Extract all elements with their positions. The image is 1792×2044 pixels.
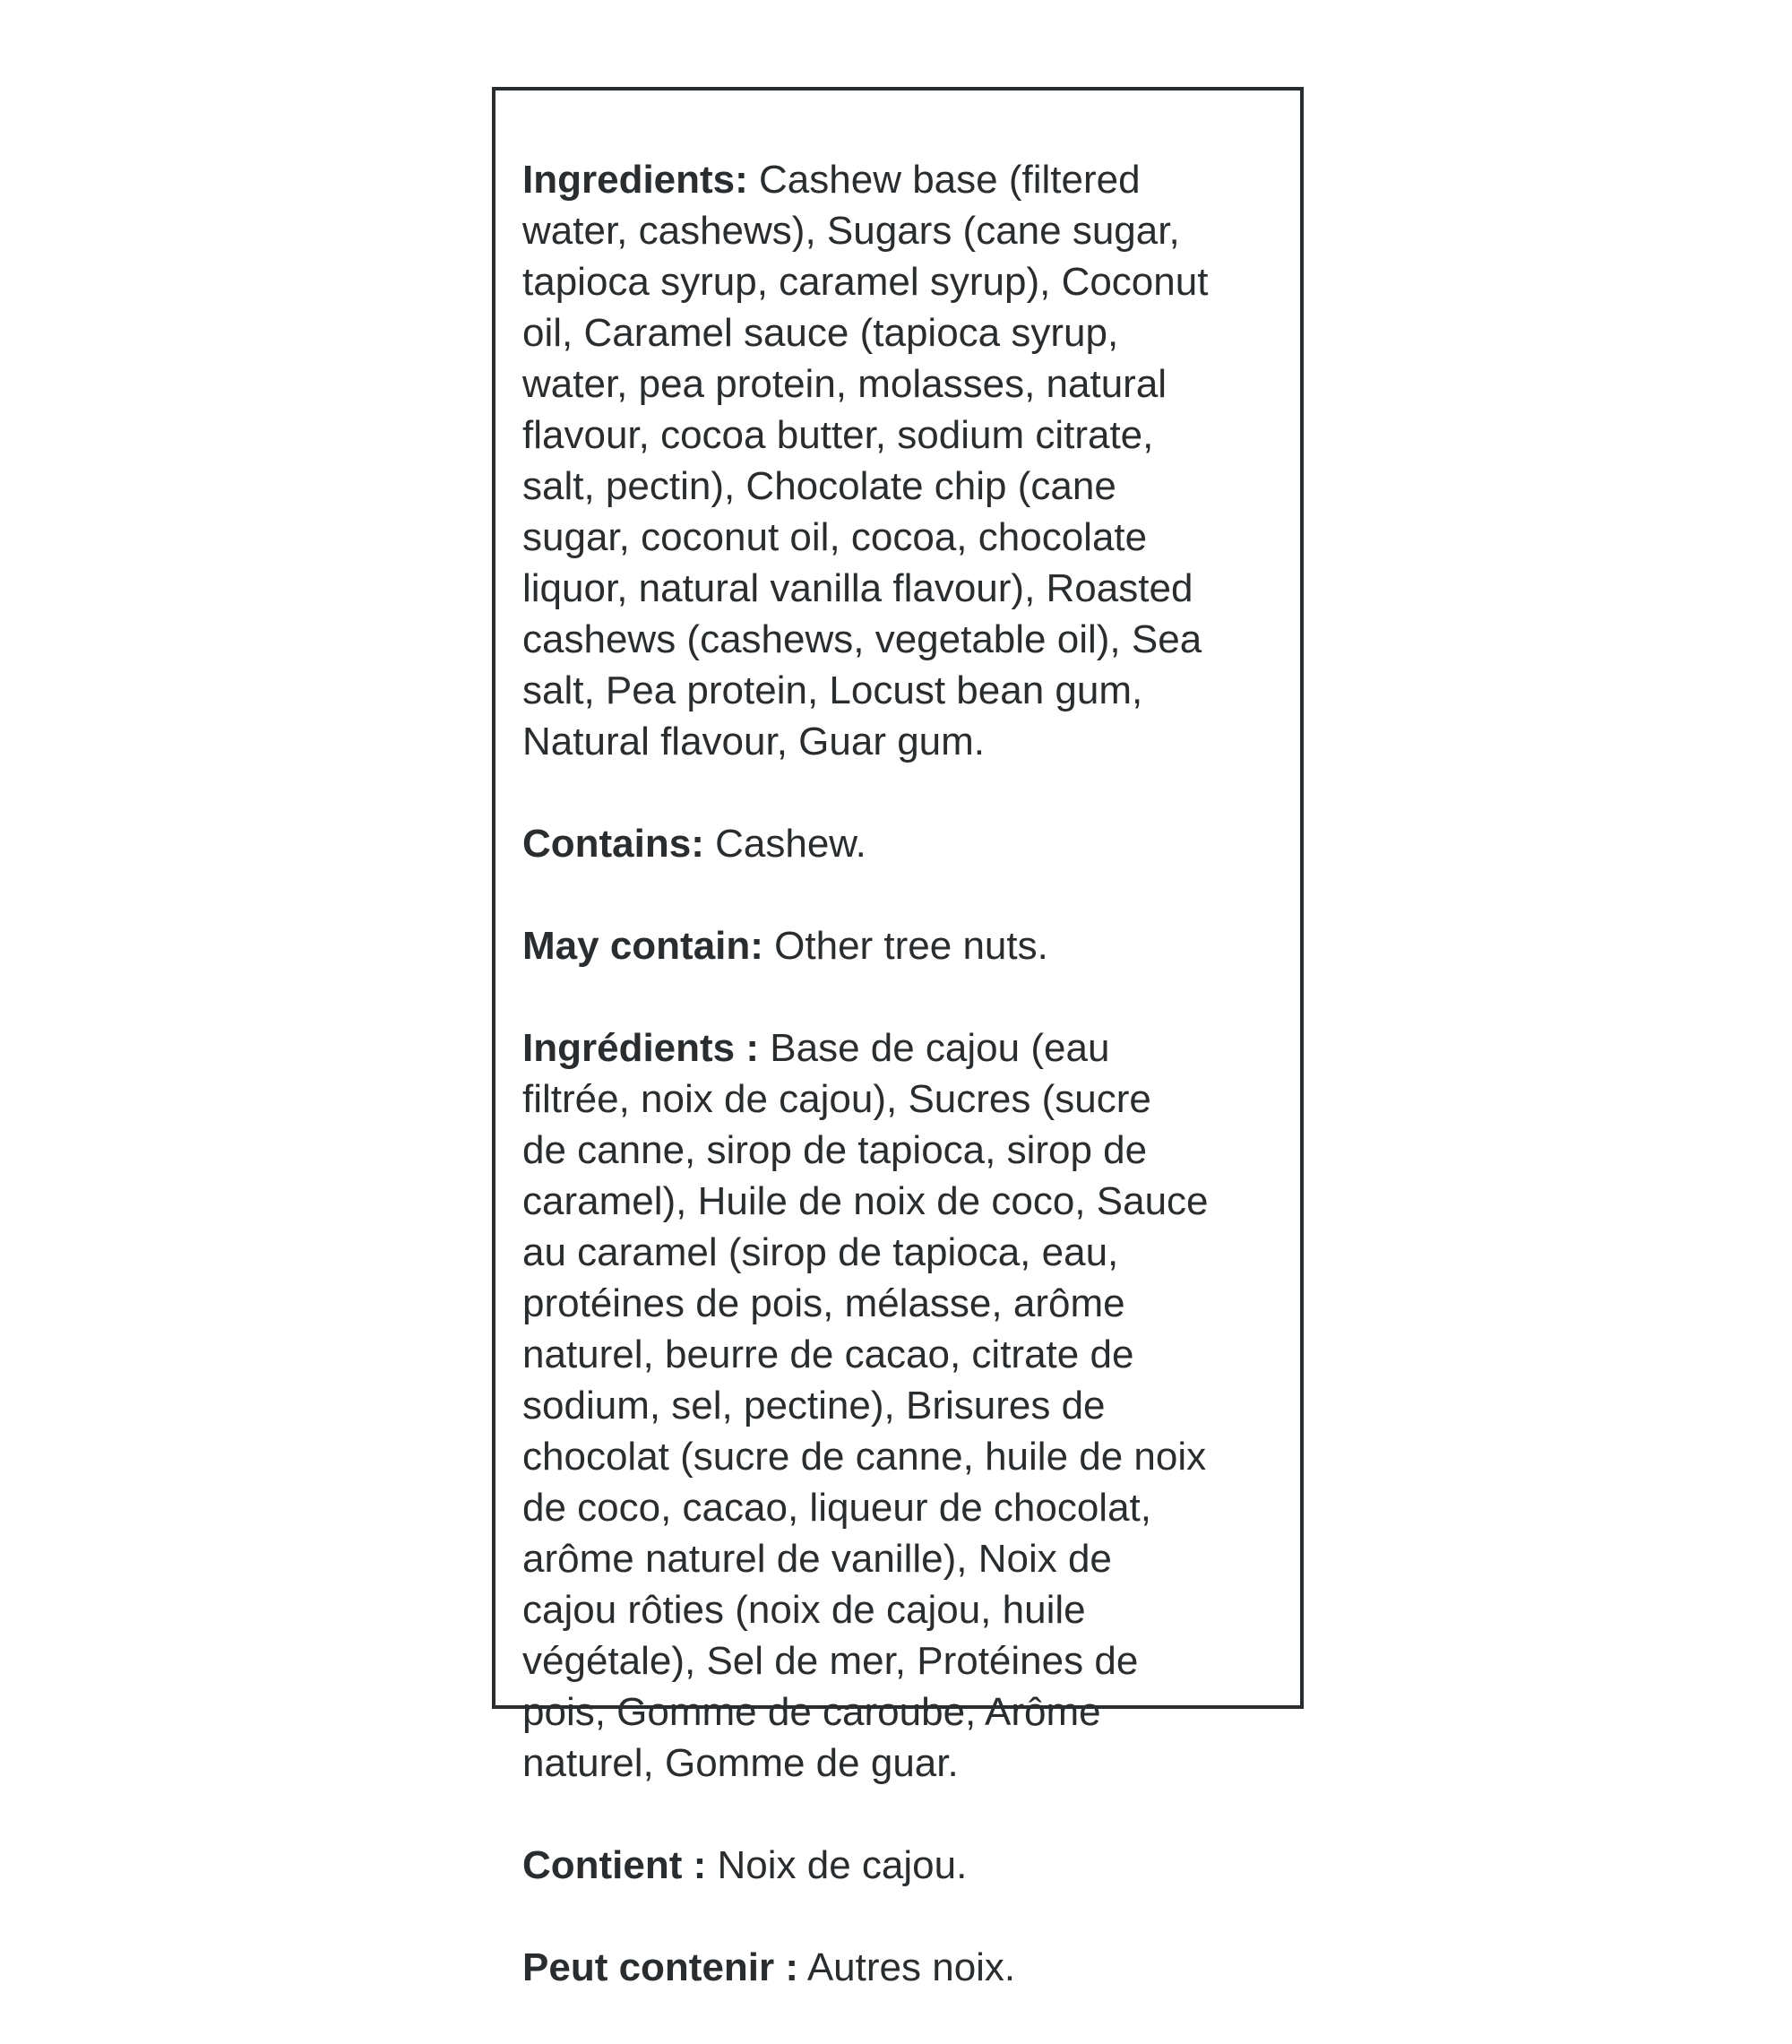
english-may-contain <box>522 920 1293 971</box>
english-ingredients-heading: Ingredients: <box>522 158 748 202</box>
french-ingredients-list: Base de cajou (eau filtrée, noix de cajou), Sucres (sucre de canne, sirop de tapioca, sirop de caramel), Huile de noix de coco, Sauce au caramel (sirop de tapioca, eau, protéines de pois, mélasse, arôme naturel, beurre de cacao, citrate de sodium, sel, pectine), Brisures de chocolat (sucre de canne, huile de noix de coco, cacao, liqueur de chocolat, arôme naturel de vanille), Noix de cajou rôties (noix de cajou, huile végétale), Sel de mer, Protéines de pois, Gomme de caroube, Arôme naturel, Gomme de guar. <box>522 1026 1209 1785</box>
english-ingredients <box>522 154 1293 767</box>
french-may-contain <box>522 1942 1293 1993</box>
ingredients-label-panel <box>492 87 1304 1989</box>
french-ingredients-heading: Ingrédients : <box>522 1026 760 1070</box>
french-may-contain-heading: Peut contenir : <box>522 1945 799 1989</box>
english-contains-value: Cashew. <box>703 822 866 866</box>
english-ingredients-list: Cashew base (filtered water, cashews), Sugars (cane sugar, tapioca syrup, caramel syrup), Coconut oil, Caramel sauce (tapioca syrup, water, pea protein, molasses, natural flavour, cocoa butter, sodium citrate, salt, pectin), Chocolate chip (cane sugar, coconut oil, cocoa, chocolate liquor, natural vanilla flavour), Roasted cashews (cashews, vegetable oil), Sea salt, Pea protein, Locust bean gum, Natural flavour, Guar gum. <box>522 158 1209 763</box>
ingredients-label-text <box>522 103 1293 2044</box>
english-may-contain-heading: May contain: <box>522 924 763 968</box>
english-contains-heading: Contains: <box>522 822 704 866</box>
french-may-contain-value: Autres noix. <box>798 1945 1016 1989</box>
english-may-contain-value: Other tree nuts. <box>762 924 1048 968</box>
french-ingredients <box>522 1022 1293 1789</box>
french-contains <box>522 1840 1293 1891</box>
english-contains <box>522 818 1293 869</box>
french-contains-heading: Contient : <box>522 1843 707 1887</box>
french-contains-value: Noix de cajou. <box>706 1843 968 1887</box>
